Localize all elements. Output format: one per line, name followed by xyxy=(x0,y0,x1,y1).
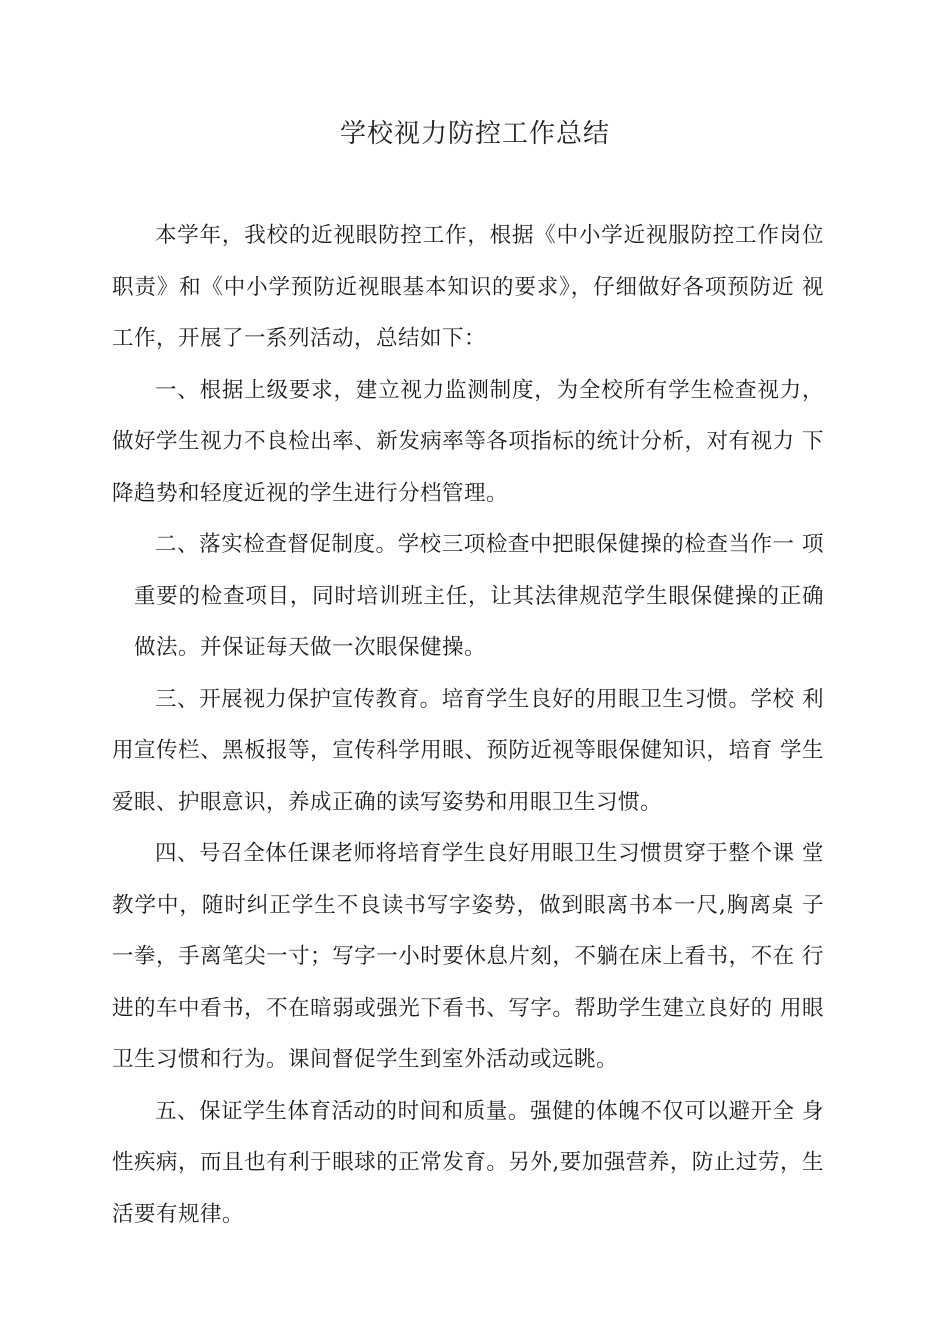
document-title: 学校视力防控工作总结 xyxy=(339,119,610,149)
paragraph-item-5: 五、保证学生体育活动的时间和质量。强健的体魄不仅可以避开全 身性疾病，而且也有利于眼球的正常发育。另外,要加强营养，防止过劳，生活要有规律。 xyxy=(112,1098,824,1227)
paragraph-item-3: 三、开展视力保护宣传教育。培育学生良好的用眼卫生习惯。学校 利用宣传栏、黑板报等，宣传科学用眼、预防近视等眼保健知识，培育 学生爱眼、护眼意识，养成正确的读写姿势和用眼卫生习惯。 xyxy=(112,686,824,815)
paragraph-intro: 本学年，我校的近视眼防控工作，根据《中小学近视服防控工作岗位职责》和《中小学预防近视眼基本知识的要求》，仔细做好各项预防近 视工作，开展了一系列活动，总结如下： xyxy=(112,223,824,351)
paragraph-item-2: 二、落实检查督促制度。学校三项检查中把眼保健操的检查当作一 项重要的检查项目，同时培训班主任，让其法律规范学生眼保健操的正确做法。并保证每天做一次眼保健操。 xyxy=(134,532,824,660)
paragraph-item-4: 四、号召全体任课老师将培育学生良好用眼卫生习惯贯穿于整个课 堂教学中，随时纠正学生不良读书写字姿势，做到眼离书本一尺,胸离桌 子一拳，手离笔尖一寸；写字一小时要休息片刻，不躺在床上看书，不在 行进的车中看书，不在暗弱或强光下看书、写字。帮助学生建立良好的 用眼卫生习惯和行为。课间督促学生到室外活动或远眺。 xyxy=(112,841,824,1072)
paragraph-item-1: 一、根据上级要求，建立视力监测制度，为全校所有学生检查视力，做好学生视力不良检出率、新发病率等各项指标的统计分析，对有视力 下降趋势和轻度近视的学生进行分档管理。 xyxy=(112,377,824,506)
document-body xyxy=(112,210,824,1240)
